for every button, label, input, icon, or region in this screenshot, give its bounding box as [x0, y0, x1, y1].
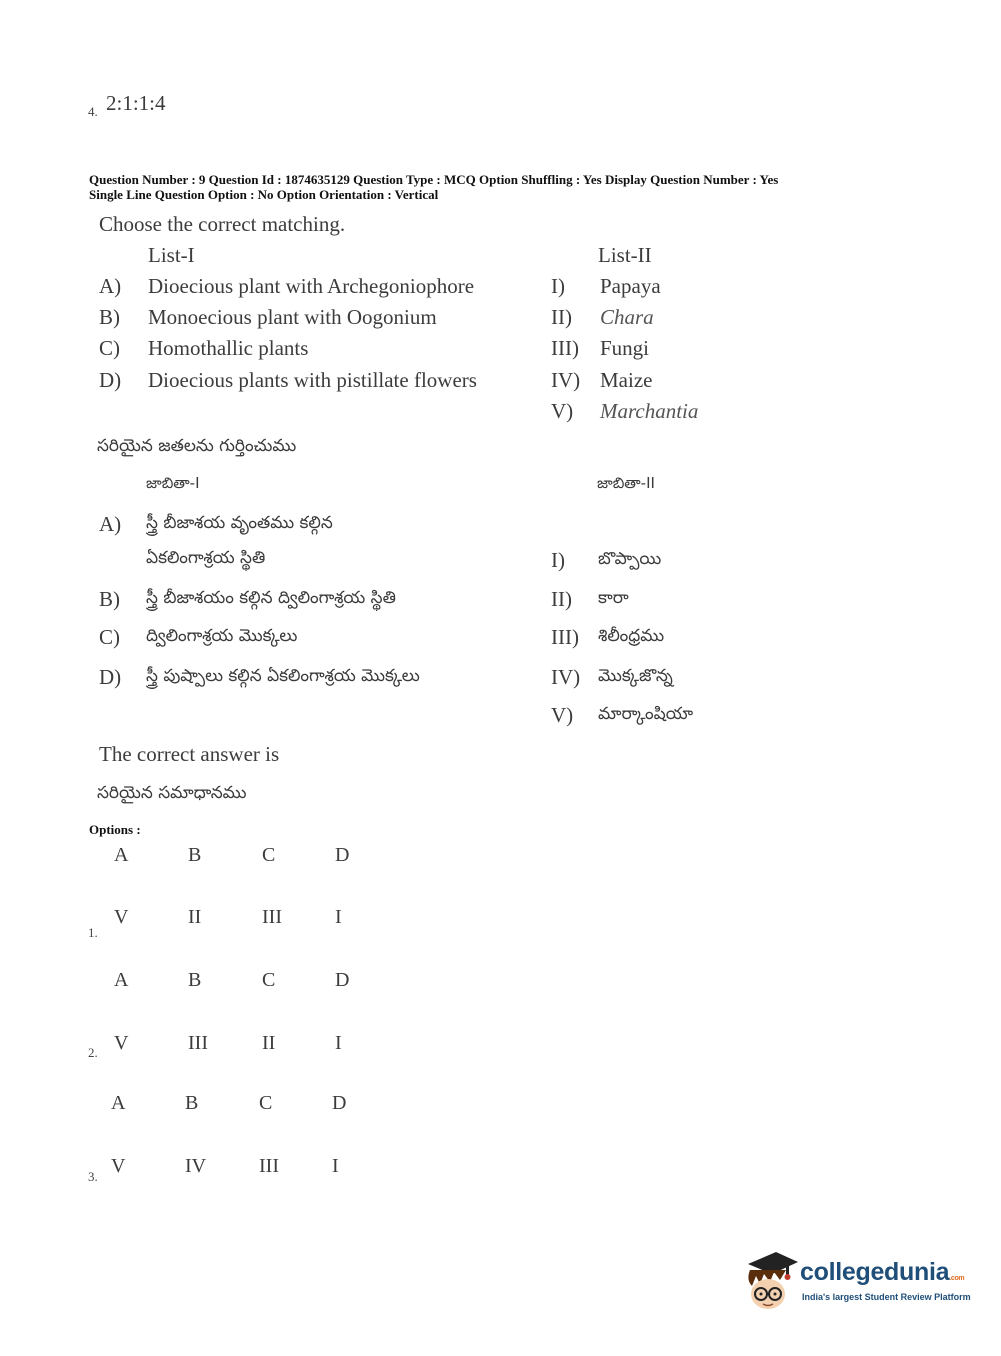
list1-key-te: A): [99, 512, 122, 536]
question-prompt-te: సరియైన జతలను గుర్తించుము: [97, 436, 297, 456]
option-col-c: C: [262, 844, 276, 866]
answer-prompt-en: The correct answer is: [99, 742, 280, 766]
option-col-b: B: [188, 969, 202, 991]
list1-item-te: ద్విలింగాశ్రయ మొక్కలు: [146, 626, 298, 646]
list1-item: Dioecious plants with pistillate flowers: [148, 368, 477, 392]
list2-key: V): [551, 399, 574, 423]
list1-item: Dioecious plant with Archegoniophore: [148, 274, 475, 298]
list2-item: Papaya: [600, 274, 661, 298]
list1-key-te: B): [99, 587, 120, 611]
option-val-d: I: [332, 1155, 339, 1177]
list2-key: II): [551, 305, 572, 329]
option-val-d: I: [335, 1032, 342, 1054]
question-meta-line2: Single Line Question Option : No Option Orientation : Vertical: [89, 187, 439, 202]
option-col-d: D: [335, 844, 350, 866]
option-number: 1.: [88, 925, 98, 940]
list2-item: Marchantia: [600, 399, 699, 423]
list1-key: D): [99, 368, 122, 392]
option-val-a: V: [114, 906, 129, 928]
list2-key-te: I): [551, 548, 565, 572]
list2-header-te: జాబితా-II: [597, 474, 655, 492]
option-col-a: A: [111, 1092, 126, 1114]
list2-item: Chara: [600, 305, 654, 329]
option-col-b: B: [188, 844, 202, 866]
list2-item-te: మొక్కజొన్న: [598, 666, 673, 686]
list2-item-te: మార్కాంషియా: [598, 704, 694, 724]
option-col-a: A: [114, 844, 129, 866]
option-val-a: V: [114, 1032, 129, 1054]
logo-com: .com: [949, 1275, 965, 1282]
option-col-d: D: [332, 1092, 347, 1114]
logo-name: collegedunia: [800, 1258, 950, 1286]
list2-item-te: బొప్పాయి: [598, 549, 662, 569]
list1-item: Homothallic plants: [148, 336, 309, 360]
list2-key: IV): [551, 368, 581, 392]
list1-key-te: C): [99, 625, 120, 649]
list2-item: Maize: [600, 368, 653, 392]
option-val-a: V: [111, 1155, 126, 1177]
collegedunia-logo: [742, 1250, 972, 1314]
list1-header-en: List-I: [148, 243, 195, 267]
list2-key-te: III): [551, 625, 579, 649]
list1-item-te: స్త్రీ బీజాశయ వృంతము కల్గిన: [146, 513, 333, 533]
list2-key-te: II): [551, 587, 572, 611]
question-prompt-en: Choose the correct matching.: [99, 212, 346, 236]
list2-item-te: కారా: [598, 588, 629, 608]
list2-key: I): [551, 274, 565, 298]
list1-key-te: D): [99, 665, 122, 689]
option-col-c: C: [262, 969, 276, 991]
options-label: Options :: [89, 822, 141, 837]
logo-wordmark: [800, 1258, 964, 1287]
option-col-c: C: [259, 1092, 273, 1114]
answer-prompt-te: సరియైన సమాధానము: [97, 783, 247, 803]
option-val-b: III: [188, 1032, 208, 1054]
option-col-b: B: [185, 1092, 199, 1114]
list1-item-te: ఏకలింగాశ్రయ స్థితి: [146, 548, 266, 568]
list1-key: C): [99, 336, 120, 360]
mascot-icon: [742, 1250, 800, 1314]
list2-key-te: V): [551, 703, 574, 727]
option-val-b: II: [188, 906, 202, 928]
option-col-d: D: [335, 969, 350, 991]
list1-key: A): [99, 274, 122, 298]
option-number: 3.: [88, 1169, 98, 1184]
prev-option-number: 4.: [88, 104, 98, 119]
option-col-a: A: [114, 969, 129, 991]
option-number: 2.: [88, 1045, 98, 1060]
prev-option-text: 2:1:1:4: [106, 91, 166, 115]
option-val-c: II: [262, 1032, 276, 1054]
logo-tagline: India's largest Student Review Platform: [802, 1292, 971, 1302]
list2-key-te: IV): [551, 665, 581, 689]
question-meta-line1: Question Number : 9 Question Id : 1874635129 Question Type : MCQ Option Shuffling : Yes Display Question Number : Yes: [89, 172, 779, 187]
option-val-c: III: [262, 906, 282, 928]
list1-key: B): [99, 305, 120, 329]
option-val-c: III: [259, 1155, 279, 1177]
option-val-b: IV: [185, 1155, 207, 1177]
list1-header-te: జాబితా-I: [146, 474, 200, 492]
list1-item-te: స్త్రీ పుష్పాలు కల్గిన ఏకలింగాశ్రయ మొక్కలు: [146, 666, 420, 686]
list2-key: III): [551, 336, 579, 360]
list1-item-te: స్త్రీ బీజాశయం కల్గిన ద్విలింగాశ్రయ స్థితి: [146, 588, 396, 608]
list2-item-te: శిలీంధ్రము: [598, 626, 665, 646]
list2-header-en: List-II: [598, 243, 652, 267]
option-val-d: I: [335, 906, 342, 928]
list1-item: Monoecious plant with Oogonium: [148, 305, 437, 329]
list2-item: Fungi: [600, 336, 650, 360]
